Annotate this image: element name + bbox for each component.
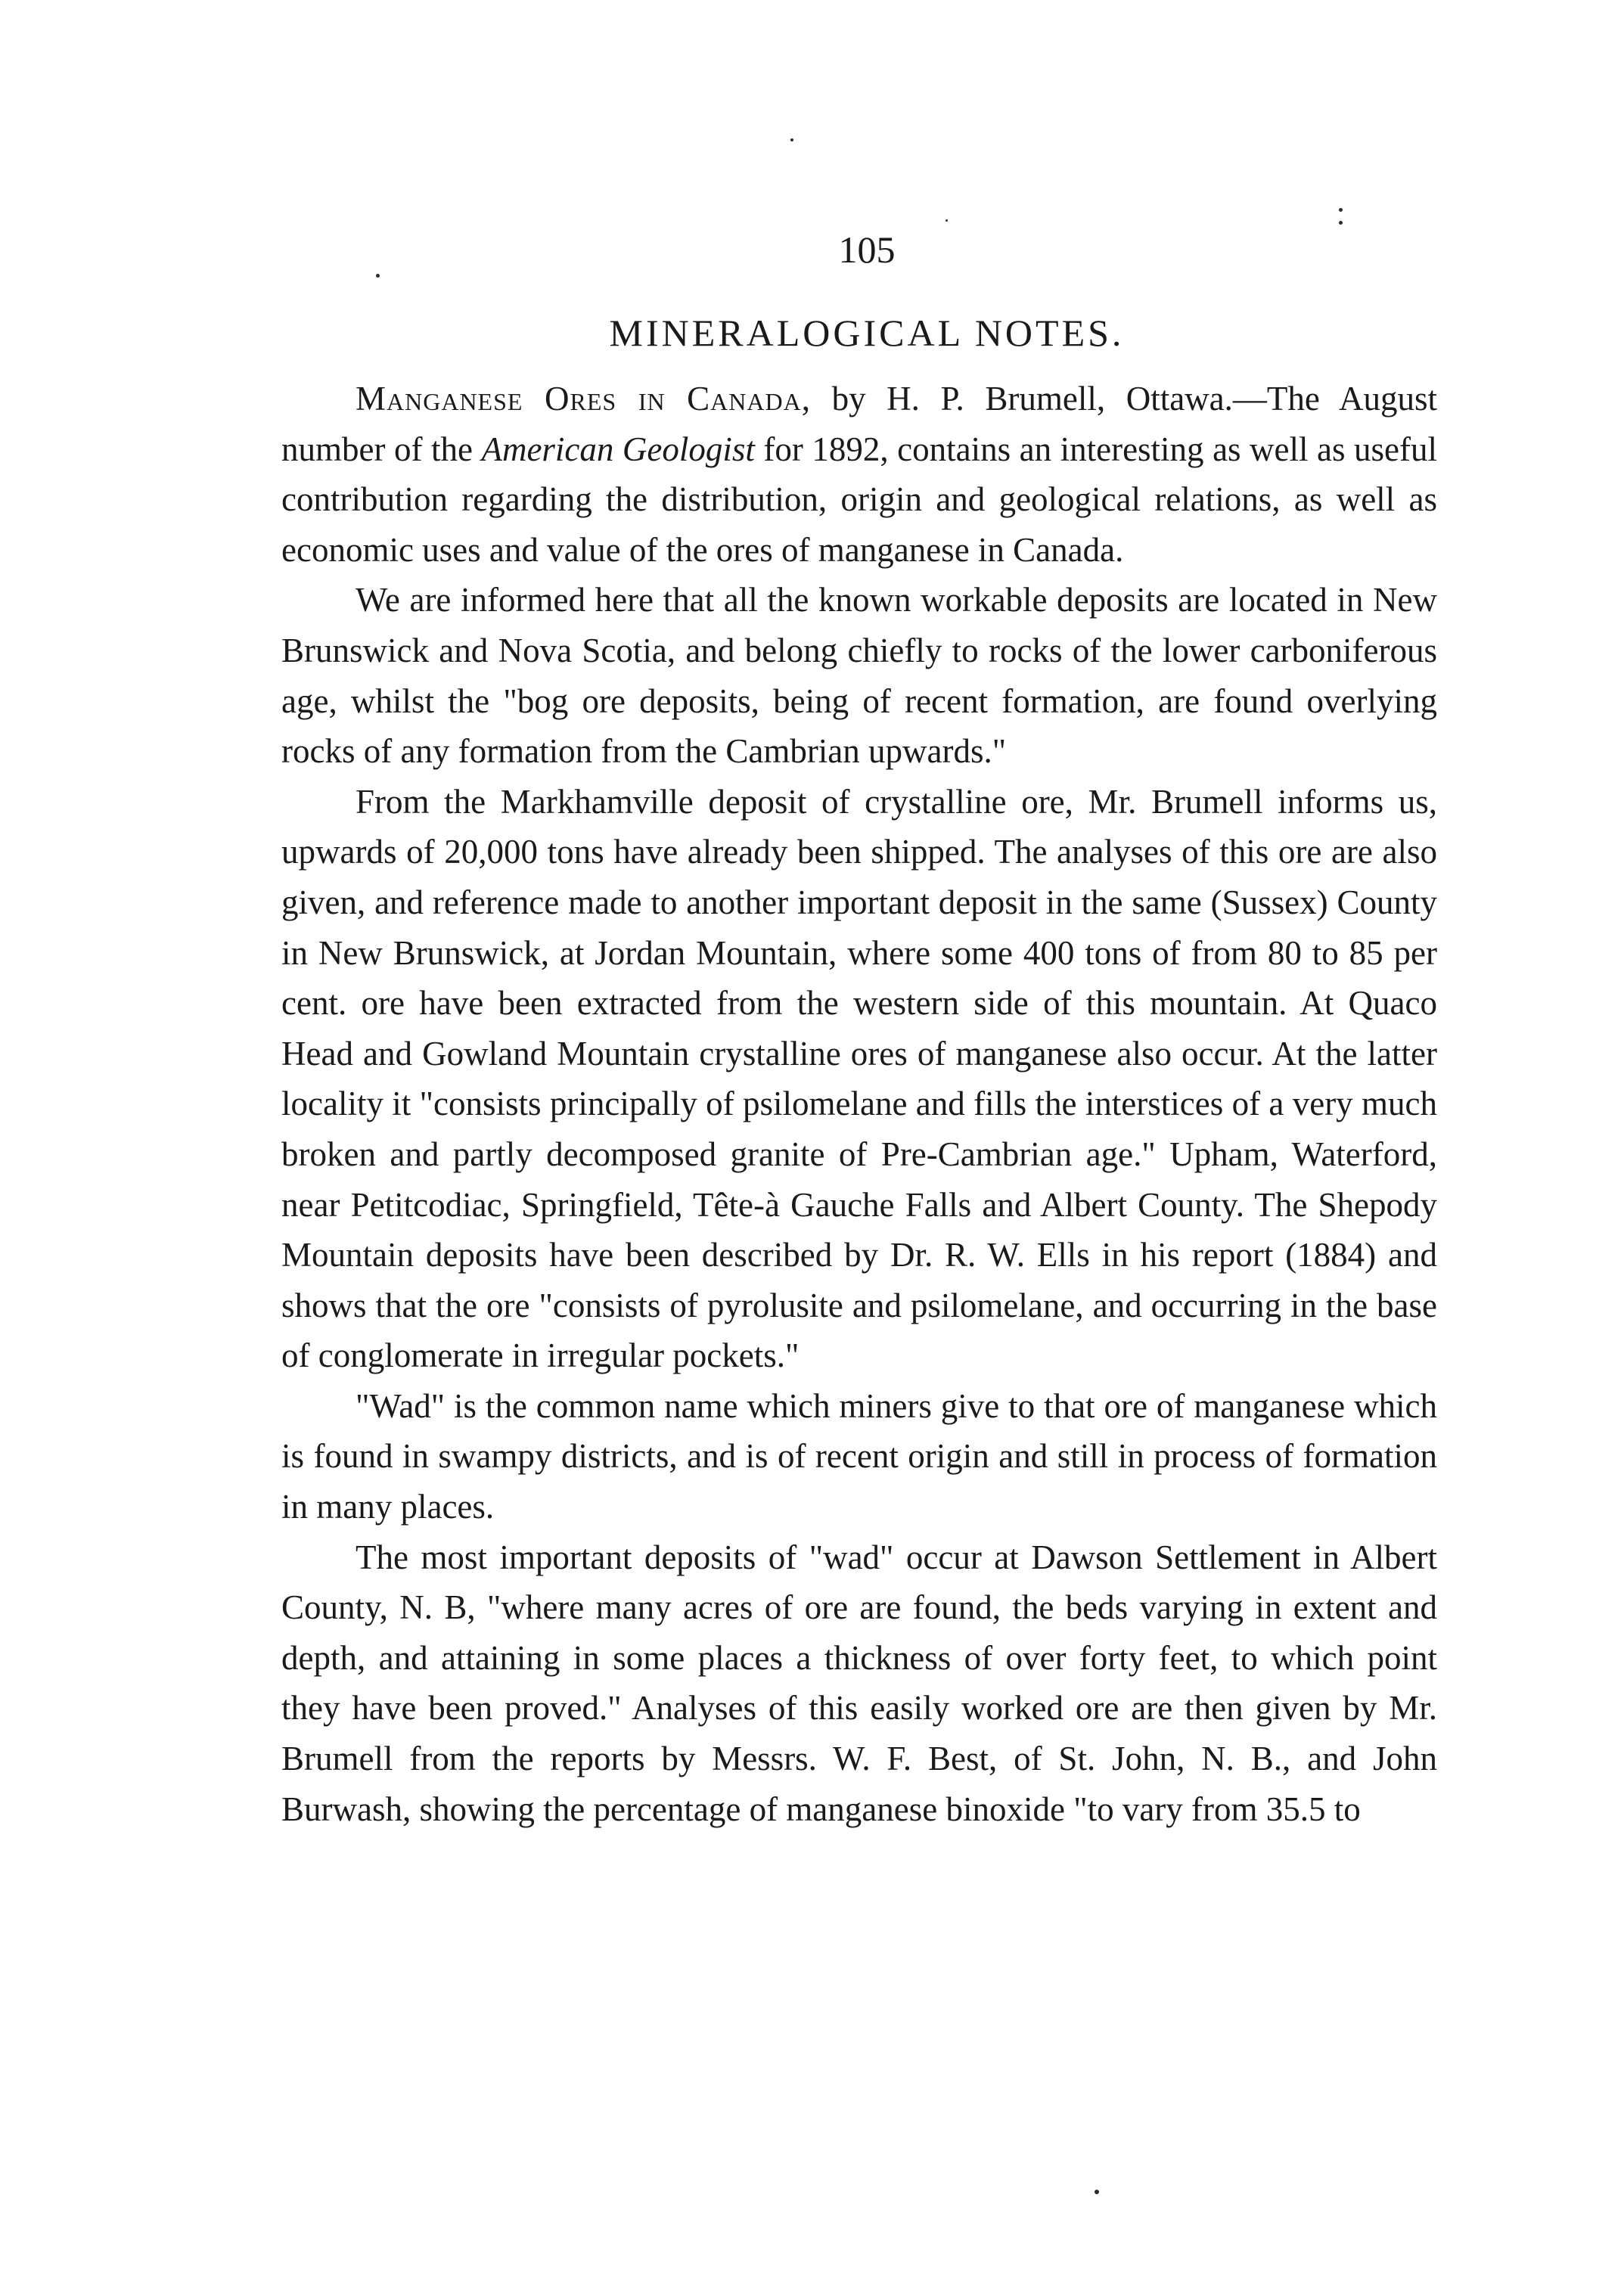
scan-speck-right-1 <box>1339 208 1343 212</box>
article-heading: Manganese Ores in Canada, <box>356 380 811 418</box>
paragraph-wad: "Wad" is the common name which miners give to that ore of manganese which is found in swampy districts, and is of recent origin and still in process of formation in many places. <box>281 1386 1437 1526</box>
scan-speck-right-2 <box>1339 221 1343 225</box>
document-page <box>281 227 1437 1834</box>
article-byline: by H. P. Brumell, Ottawa. <box>810 380 1233 418</box>
paragraph-intro <box>281 374 1437 575</box>
paragraph-intro-text-2: for 1892, contains an interesting as well as useful contribution regarding the distribution, origin and geological relations, as well as economic uses and value of the ores of manganese in Canada. <box>281 430 1438 569</box>
paragraph-deposits-location: We are informed here that all the known workable deposits are located in New Brunswick and Nova Scotia, and belong chiefly to rocks of the lower carboniferous age, whilst the "bog ore deposits, being of recent formation, are found overlying rocks of any formation from the Cambrian upwards." <box>281 581 1437 771</box>
scan-speck-top <box>790 138 793 141</box>
paragraph-dawson-settlement: The most important deposits of "wad" occur at Dawson Settlement in Albert County, N. B, "where many acres of ore are found, the beds varying in extent and depth, and attaining in some places a thickness of over forty feet, to which point they have been proved." Analyses of this easily worked ore are then given by Mr. Brumell from the reports by Messrs. W. F. Best, of St. John, N. B., and John Burwash, showing the percentage of manganese binoxide "to vary from 35.5 to <box>281 1538 1437 1828</box>
section-title: MINERALOGICAL NOTES. <box>609 312 1125 354</box>
page-number: 105 <box>838 228 896 271</box>
scan-speck-bottom <box>1095 2190 1099 2194</box>
journal-title: American Geologist <box>481 430 755 468</box>
scan-speck-mid <box>946 219 948 222</box>
paragraph-markhamville: From the Markhamville deposit of crystalline ore, Mr. Brumell informs us, upwards of 20,000 tons have already been shipped. The analyses of this ore are also given, and reference made to another important deposit in the same (Sussex) County in New Brunswick, at Jordan Mountain, where some 400 tons of from 80 to 85 per cent. ore have been extracted from the western side of this mountain. At Quaco Head and Gowland Mountain crystalline ores of manganese also occur. At the latter locality it "consists principally of psilomelane and fills the interstices of a very much broken and partly decomposed granite of Pre-Cambrian age." Upham, Waterford, near Petitcodiac, Springfield, Tête-à Gauche Falls and Albert County. The Shepody Mountain deposits have been described by Dr. R. W. Ells in his report (1884) and shows that the ore "consists of pyrolusite and psilomelane, and occurring in the base of conglomerate in irregular pockets." <box>281 782 1437 1375</box>
paragraph-intro-text-1: —The August number of the <box>281 380 1437 468</box>
